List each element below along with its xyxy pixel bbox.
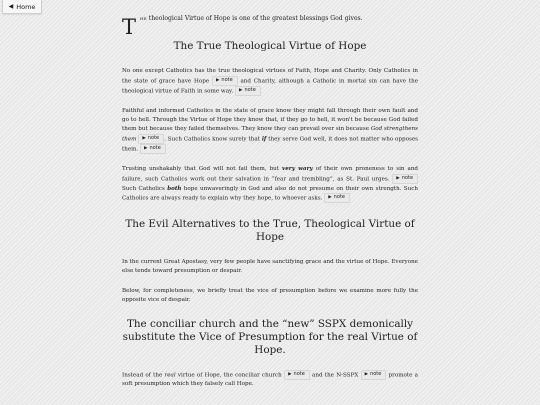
- right-triangle-icon: ▶: [288, 372, 292, 378]
- dropcap: T: [122, 15, 137, 39]
- paragraph-4: In the current Great Apostasy, very few people have sanctifying grace and the virtue of Hope. Everyone else tends toward presumption or despair.: [122, 258, 418, 274]
- note-button[interactable]: ▶ note: [392, 174, 418, 184]
- right-triangle-icon: ▶: [364, 372, 369, 378]
- right-triangle-icon: ▶: [215, 77, 220, 83]
- article: [122, 15, 418, 389]
- note-button[interactable]: ▶ note: [235, 86, 261, 96]
- right-triangle-icon: ▶: [396, 176, 400, 182]
- note-button[interactable]: ▶ note: [138, 134, 164, 144]
- right-triangle-icon: ▶: [142, 136, 146, 142]
- right-triangle-icon: ▶: [239, 88, 243, 94]
- right-triangle-icon: ▶: [328, 195, 332, 201]
- note-button[interactable]: ▶ note: [212, 76, 238, 86]
- home-button[interactable]: [2, 0, 42, 14]
- intro-text: theological Virtue of Hope is one of the greatest blessings God gives.: [146, 15, 363, 22]
- note-button[interactable]: ▶ note: [284, 370, 310, 380]
- note-button[interactable]: ▶ note: [361, 370, 387, 380]
- paragraph-6: Instead of the real virtue of Hope, the conciliar church ▶ note and the N-SSPX ▶ note promote a soft presumption which they falsely call Hope.: [122, 371, 419, 388]
- paragraph-2: Faithful and informed Catholics in the state of grace know they might fall through their own fault and go to hell. Through the Virtue of Hope they know that, if they go to hell, it won't be because God failed them but because they failed themselves. They know they can prevail over sin because God strengthens them ▶ note . Such Catholics know surely that if they serve God well, it does not matter who opposes them. ▶ note: [122, 108, 418, 153]
- intro-smallcaps: he: [140, 15, 147, 22]
- intro-paragraph: [122, 15, 418, 41]
- heading-conciliar-church: The conciliar church and the “new” SSPX demonically substitute the Vice of Presumption for the real Virtue of Hope.: [122, 318, 418, 357]
- right-triangle-icon: ▶: [144, 146, 148, 152]
- note-button[interactable]: ▶ note: [324, 193, 350, 203]
- paragraph-5: Below, for completeness, we briefly treat the vice of presumption before we examine more fully the opposite vice of despair.: [122, 288, 418, 304]
- note-button[interactable]: ▶ note: [140, 144, 166, 154]
- home-button-label: Home: [16, 2, 36, 11]
- heading-true-hope: The True Theological Virtue of Hope: [173, 40, 367, 52]
- heading-evil-alternatives: The Evil Alternatives to the True, Theological Virtue of Hope: [125, 217, 415, 243]
- paragraph-3: Trusting unshakably that God will not fail them, but very wary of their own proneness to sin and failure, such Catholics work out their salvation in “fear and trembling”, as St. Paul urges. ▶ note Such Catholics both hope unwaveringly in God and also do not presume on their own strength. Such Catholics are always ready to explain why they hope, to whoever asks. ▶ note: [122, 166, 419, 202]
- left-triangle-icon: ◀: [8, 3, 14, 10]
- paragraph-1: No one except Catholics has the true theological virtues of Faith, Hope and Charity. Only Catholics in the state of grace have Hope ▶ note and Charity, although a Catholic in mortal sin can have the theological virtue of Faith in some way. ▶ note: [122, 68, 419, 95]
